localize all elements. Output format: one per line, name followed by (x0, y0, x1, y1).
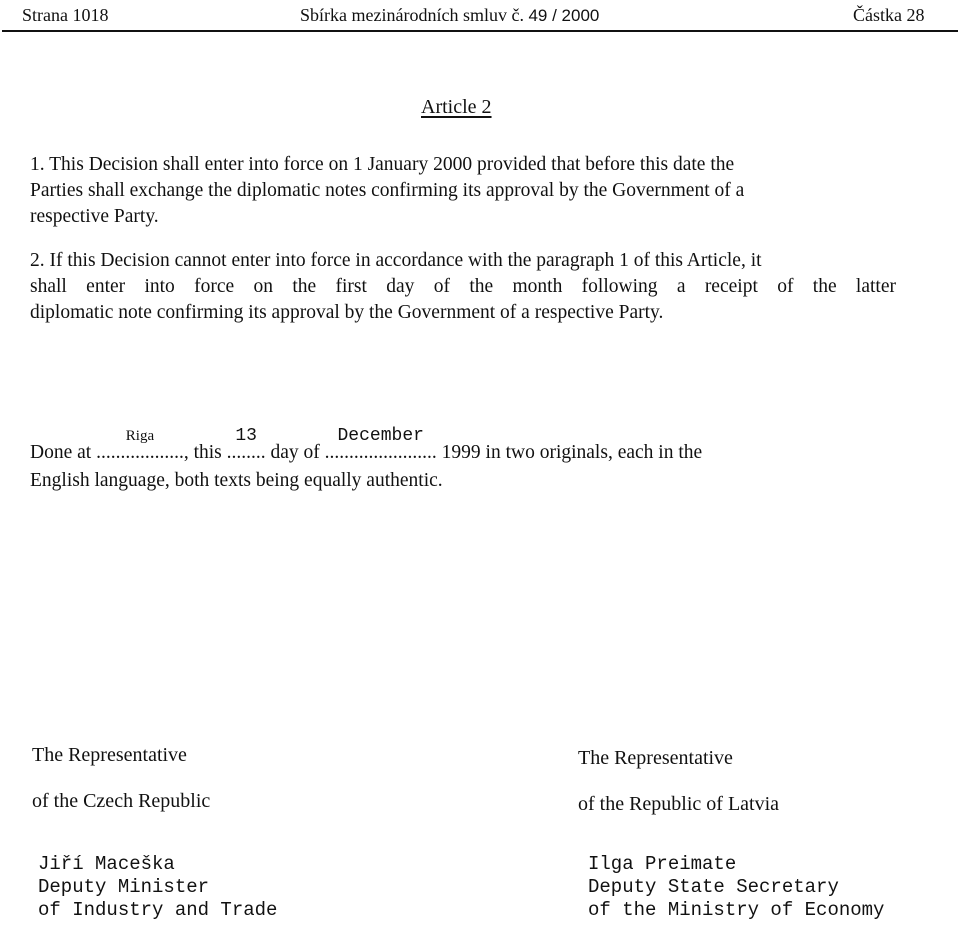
place-dots: .................. (96, 442, 184, 463)
collection-number: 49 / 2000 (528, 6, 600, 25)
paragraph-2-line-1: 2. If this Decision cannot enter into force in accordance with the paragraph 1 of this Article, it (30, 250, 762, 271)
right-signatory-office: of the Ministry of Economy (588, 899, 885, 921)
done-at-line-2: English language, both texts being equally authentic. (30, 470, 443, 491)
right-representative-line-1: The Representative (578, 747, 733, 769)
year-suffix: 1999 in two originals, each in the (441, 442, 703, 463)
done-at-line (30, 426, 703, 464)
paragraph-1-line-2: Parties shall exchange the diplomatic notes confirming its approval by the Government of a (30, 180, 745, 201)
right-signatory-block (588, 853, 884, 922)
day-field (226, 426, 266, 464)
left-representative-line-2: of the Czech Republic (32, 790, 211, 812)
place-value: Riga (125, 428, 155, 444)
month-value: December (337, 426, 424, 446)
collection-prefix: Sbírka mezinárodních smluv č. (300, 5, 524, 25)
left-signatory-name: Jiří Maceška (38, 853, 175, 875)
month-field (324, 426, 437, 464)
page-number: Strana 1018 (22, 5, 109, 25)
day-of-label: day of (270, 442, 320, 463)
right-representative-line-2: of the Republic of Latvia (578, 793, 780, 815)
left-signatory-office: of Industry and Trade (38, 899, 278, 921)
left-representative-line-1: The Representative (32, 744, 187, 766)
this-label: , this (183, 442, 222, 463)
paragraph-2-line-2: shall enter into force on the first day of the month following a receipt of the latter (30, 276, 896, 297)
paragraph-2-line-3: diplomatic note confirming its approval by the Government of a respective Party. (30, 302, 664, 323)
place-field (96, 428, 184, 464)
right-signatory-title: Deputy State Secretary (588, 876, 839, 898)
left-signatory-title: Deputy Minister (38, 876, 210, 898)
right-signatory-name: Ilga Preimate (588, 853, 737, 875)
day-dots: ........ (226, 442, 266, 463)
paragraph-2 (30, 248, 896, 326)
done-at-label: Done at (30, 442, 92, 463)
collection-reference (300, 5, 599, 26)
paragraph-1 (30, 152, 896, 230)
header-divider (2, 30, 958, 32)
paragraph-1-line-3: respective Party. (30, 206, 159, 227)
month-dots: ....................... (324, 442, 437, 463)
left-signatory-block (38, 853, 277, 922)
day-value: 13 (235, 426, 257, 446)
paragraph-1-line-1: 1. This Decision shall enter into force on 1 January 2000 provided that before this date the (30, 154, 735, 175)
part-number: Částka 28 (853, 5, 925, 25)
article-title: Article 2 (421, 96, 492, 118)
